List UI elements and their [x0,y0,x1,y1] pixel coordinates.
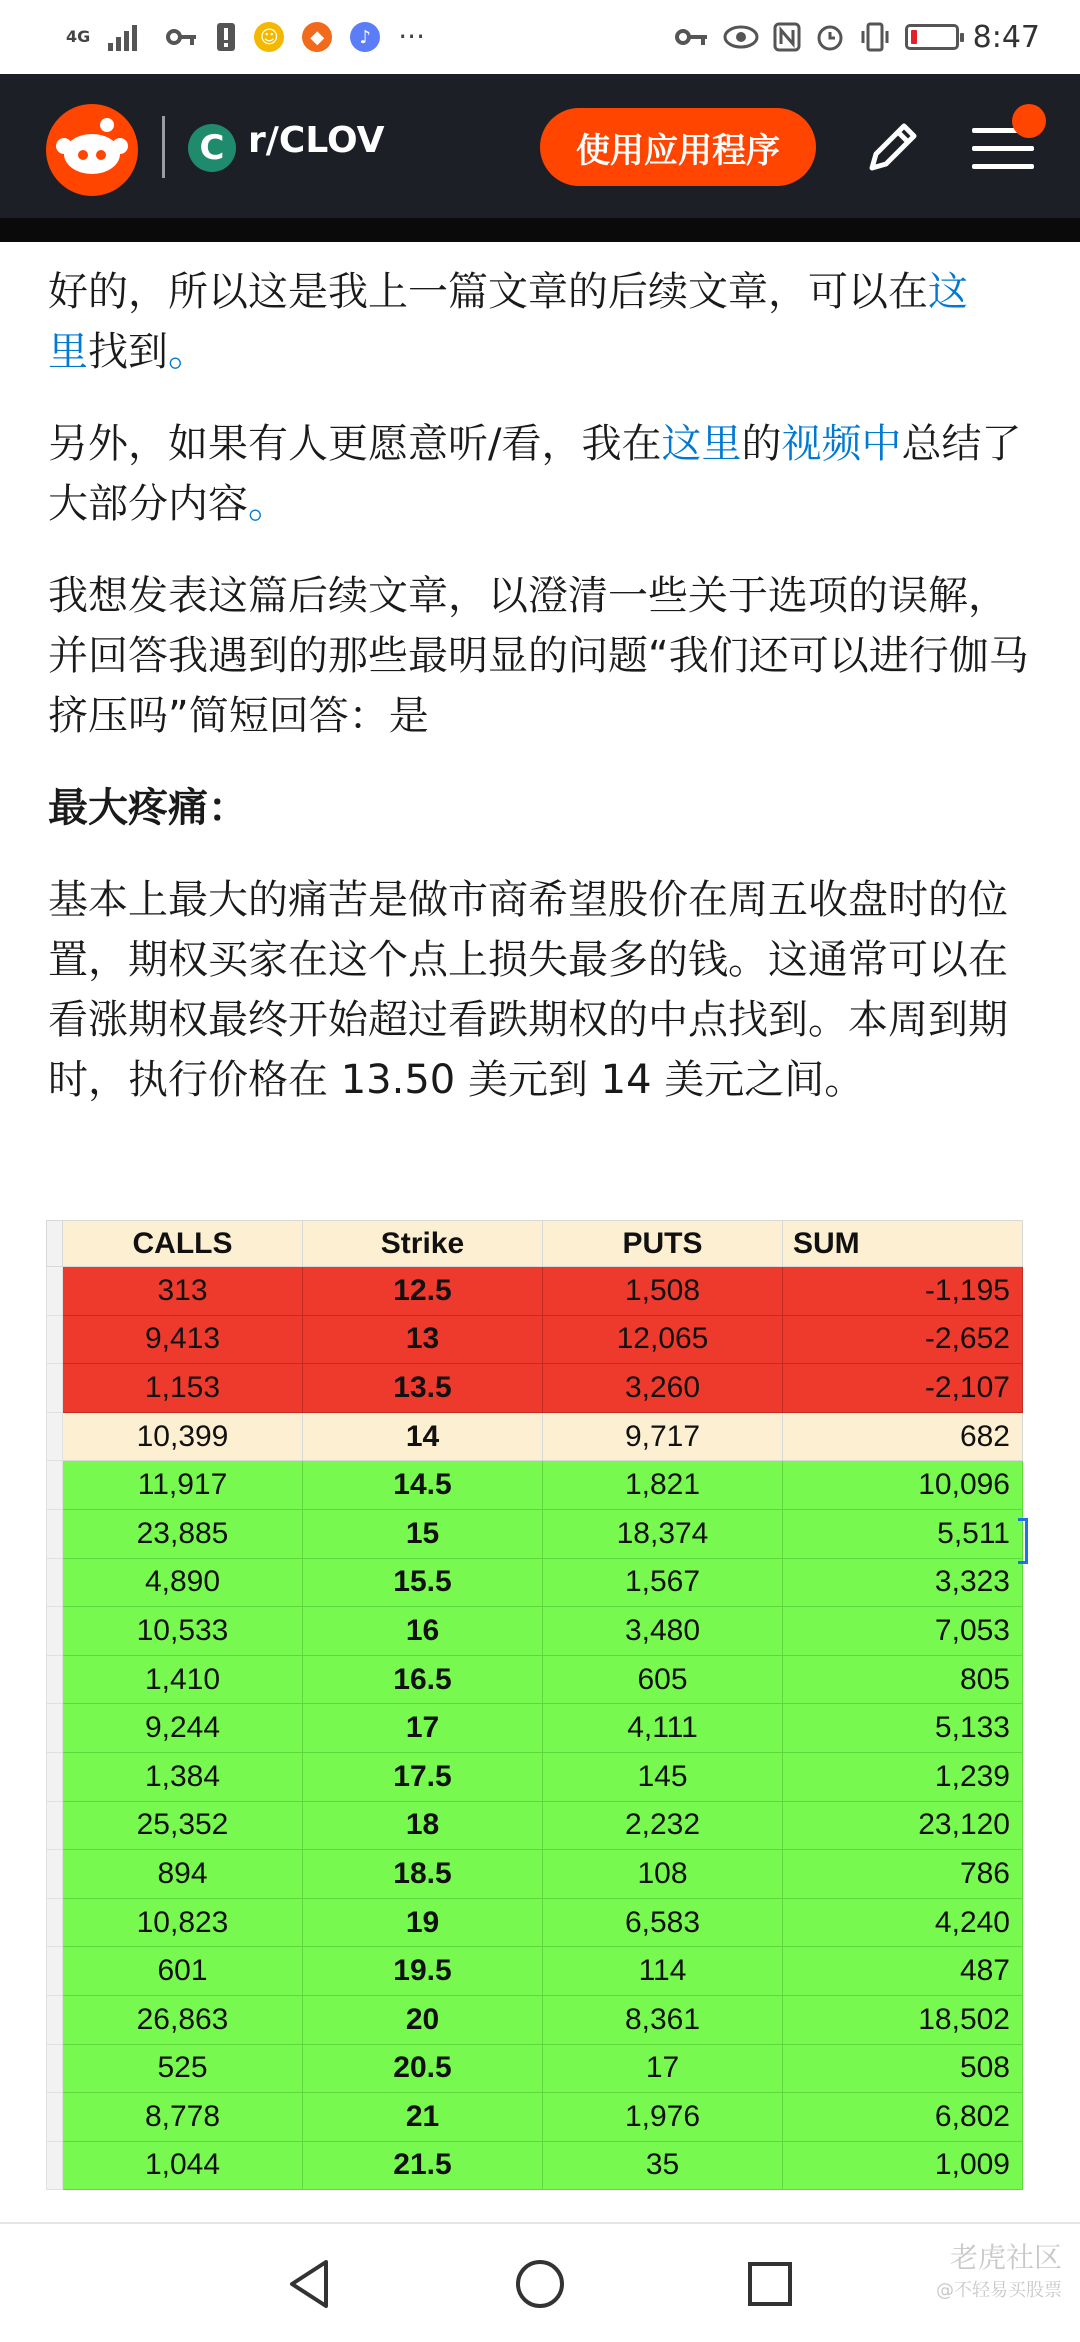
row-gutter [47,1947,63,1996]
post-body [48,262,1038,1142]
table-row [47,1461,1023,1510]
row-gutter [47,1995,63,2044]
table-row [47,1558,1023,1607]
cell-sum: 1,239 [783,1752,1023,1801]
paragraph-1 [48,262,1038,382]
section-heading: 最大疼痛： [48,785,248,831]
cell-calls: 26,863 [63,1995,303,2044]
cell-strike: 13 [303,1315,543,1364]
table-row [47,2141,1023,2190]
cell-calls: 11,917 [63,1461,303,1510]
cell-selection-cursor [1018,1518,1028,1564]
signal-icon [108,23,148,51]
row-gutter [47,1461,63,1510]
table-row [47,2093,1023,2142]
row-gutter [47,2093,63,2142]
cell-strike: 16.5 [303,1655,543,1704]
cell-puts: 1,976 [543,2093,783,2142]
paragraph-2-period: 。 [248,481,288,527]
more-notifications: ··· [398,20,425,53]
row-gutter [47,1850,63,1899]
cell-puts: 108 [543,1850,783,1899]
header-sum: SUM [783,1221,1023,1267]
cell-strike: 20 [303,1995,543,2044]
table-row [47,1364,1023,1413]
cell-calls: 10,533 [63,1607,303,1656]
cell-strike: 15 [303,1509,543,1558]
header-puts: PUTS [543,1221,783,1267]
table-row [47,1850,1023,1899]
table-row [47,1315,1023,1364]
table-row [47,1704,1023,1753]
music-app-icon: ♪ [350,22,380,52]
cell-puts: 2,232 [543,1801,783,1850]
watermark [936,2236,1062,2302]
cell-sum: 786 [783,1850,1023,1899]
cell-calls: 601 [63,1947,303,1996]
cell-strike: 19 [303,1898,543,1947]
watermark-line2: @不轻易买股票 [936,2280,1062,2301]
header-strike: Strike [303,1221,543,1267]
cell-calls: 23,885 [63,1509,303,1558]
table-row [47,1655,1023,1704]
row-gutter [47,1364,63,1413]
cell-strike: 15.5 [303,1558,543,1607]
cell-strike: 14 [303,1412,543,1461]
cell-strike: 17.5 [303,1752,543,1801]
cell-sum: 5,511 [783,1509,1023,1558]
cell-sum: -2,652 [783,1315,1023,1364]
paragraph-2-mid: 的 [741,421,782,467]
app-notification-icon: ◆ [302,22,332,52]
row-gutter [47,1412,63,1461]
status-left [66,16,425,58]
header-shadow [0,218,1080,242]
cell-puts: 4,111 [543,1704,783,1753]
app-header [0,74,1080,218]
cell-puts: 1,508 [543,1267,783,1316]
options-table [46,1220,1022,2190]
key-icon [166,25,198,49]
table-body [47,1267,1023,2190]
table-row [47,1509,1023,1558]
subreddit-icon[interactable]: C [188,124,236,172]
cell-puts: 3,260 [543,1364,783,1413]
cell-calls: 894 [63,1850,303,1899]
cell-strike: 20.5 [303,2044,543,2093]
cell-sum: 4,240 [783,1898,1023,1947]
cell-strike: 12.5 [303,1267,543,1316]
recent-square-icon[interactable] [740,2254,800,2314]
cell-puts: 6,583 [543,1898,783,1947]
link-here-2[interactable]: 里 [48,329,88,375]
emoji-app-icon: ☺ [254,22,284,52]
home-circle-icon[interactable] [510,2254,570,2314]
cell-sum: -2,107 [783,1364,1023,1413]
cell-sum: 682 [783,1412,1023,1461]
open-app-button[interactable]: 使用应用程序 [540,108,816,186]
back-triangle-icon[interactable] [280,2254,340,2314]
cell-sum: 23,120 [783,1801,1023,1850]
cell-calls: 10,399 [63,1412,303,1461]
paragraph-4: 基本上最大的痛苦是做市商希望股价在周五收盘时的位置，期权买家在这个点上损失最多的钱。这通常可以在看涨期权最终开始超过看跌期权的中点找到。本周到期时，执行价格在 13.50 美元到 14 美元之间。 [48,877,1008,1103]
paragraph-3: 我想发表这篇后续文章，以澄清一些关于选项的误解，并回答我遇到的那些最明显的问题“我们还可以进行伽马挤压吗”简短回答：是 [48,573,1029,739]
link-video[interactable]: 视频中 [781,421,902,467]
cell-sum: 805 [783,1655,1023,1704]
vpn-key-icon [675,25,709,49]
table-row [47,1947,1023,1996]
cell-calls: 1,410 [63,1655,303,1704]
notification-dot [1012,104,1046,138]
cell-calls: 25,352 [63,1801,303,1850]
header-calls: CALLS [63,1221,303,1267]
cell-calls: 313 [63,1267,303,1316]
cell-sum: 6,802 [783,2093,1023,2142]
header-divider [162,116,165,178]
sim-alert-icon [216,22,236,52]
cell-strike: 21.5 [303,2141,543,2190]
network-label: 4G [66,27,91,46]
cell-puts: 35 [543,2141,783,2190]
cell-puts: 17 [543,2044,783,2093]
cell-sum: -1,195 [783,1267,1023,1316]
cell-strike: 18 [303,1801,543,1850]
cell-puts: 3,480 [543,1607,783,1656]
cell-strike: 21 [303,2093,543,2142]
cell-calls: 4,890 [63,1558,303,1607]
table-row [47,2044,1023,2093]
cell-puts: 8,361 [543,1995,783,2044]
cell-sum: 18,502 [783,1995,1023,2044]
table-row [47,1412,1023,1461]
paragraph-2-tail: 总结了大部分内容 [48,421,1022,527]
table-row [47,1995,1023,2044]
row-gutter [47,1607,63,1656]
cell-puts: 12,065 [543,1315,783,1364]
cell-sum: 7,053 [783,1607,1023,1656]
cell-strike: 16 [303,1607,543,1656]
cell-sum: 508 [783,2044,1023,2093]
reddit-logo-icon[interactable] [46,104,138,196]
status-bar [0,0,1080,74]
cell-sum: 5,133 [783,1704,1023,1753]
cell-calls: 9,244 [63,1704,303,1753]
row-gutter [47,1898,63,1947]
status-right [675,16,1040,58]
table-row [47,1752,1023,1801]
cell-puts: 605 [543,1655,783,1704]
system-nav-bar [0,2222,1080,2342]
cell-puts: 18,374 [543,1509,783,1558]
cell-calls: 1,384 [63,1752,303,1801]
pencil-icon[interactable] [862,116,924,178]
row-gutter [47,1655,63,1704]
cell-strike: 19.5 [303,1947,543,1996]
cell-puts: 1,567 [543,1558,783,1607]
cell-sum: 3,323 [783,1558,1023,1607]
watermark-line1: 老虎社区 [949,2241,1062,2274]
cell-calls: 525 [63,2044,303,2093]
cell-puts: 145 [543,1752,783,1801]
cell-calls: 10,823 [63,1898,303,1947]
row-gutter [47,1267,63,1316]
cell-calls: 8,778 [63,2093,303,2142]
paragraph-2 [48,414,1038,534]
table-row [47,1898,1023,1947]
row-gutter [47,2141,63,2190]
cell-strike: 17 [303,1704,543,1753]
cell-sum: 487 [783,1947,1023,1996]
row-gutter [47,1752,63,1801]
table-row [47,1801,1023,1850]
row-gutter [47,1509,63,1558]
paragraph-1-tail: 找到 [88,329,168,375]
cell-strike: 14.5 [303,1461,543,1510]
cell-puts: 1,821 [543,1461,783,1510]
paragraph-2-text: 另外，如果有人更愿意听/看，我在 [48,421,662,467]
row-gutter [47,1801,63,1850]
eye-icon [723,24,759,50]
cell-strike: 13.5 [303,1364,543,1413]
nfc-icon [773,22,801,52]
paragraph-1-text: 好的，所以这是我上一篇文章的后续文章，可以在 [48,269,928,315]
table-row [47,1267,1023,1316]
link-here-3[interactable]: 这里 [661,421,742,467]
cell-strike: 18.5 [303,1850,543,1899]
clock: 8:47 [972,19,1040,55]
row-gutter [47,1704,63,1753]
cell-calls: 1,044 [63,2141,303,2190]
cell-calls: 9,413 [63,1315,303,1364]
vibrate-icon [859,22,891,52]
row-gutter [47,1315,63,1364]
alarm-icon [815,22,845,52]
cell-sum: 1,009 [783,2141,1023,2190]
cell-puts: 9,717 [543,1412,783,1461]
row-gutter [47,2044,63,2093]
battery-icon [905,24,959,50]
cell-sum: 10,096 [783,1461,1023,1510]
table-row [47,1607,1023,1656]
row-gutter [47,1558,63,1607]
paragraph-1-period: 。 [168,329,208,375]
cell-calls: 1,153 [63,1364,303,1413]
gutter-header [47,1221,63,1267]
link-here-1[interactable]: 这 [928,269,968,315]
cell-puts: 114 [543,1947,783,1996]
subreddit-name[interactable]: r/CLOV [248,120,385,161]
